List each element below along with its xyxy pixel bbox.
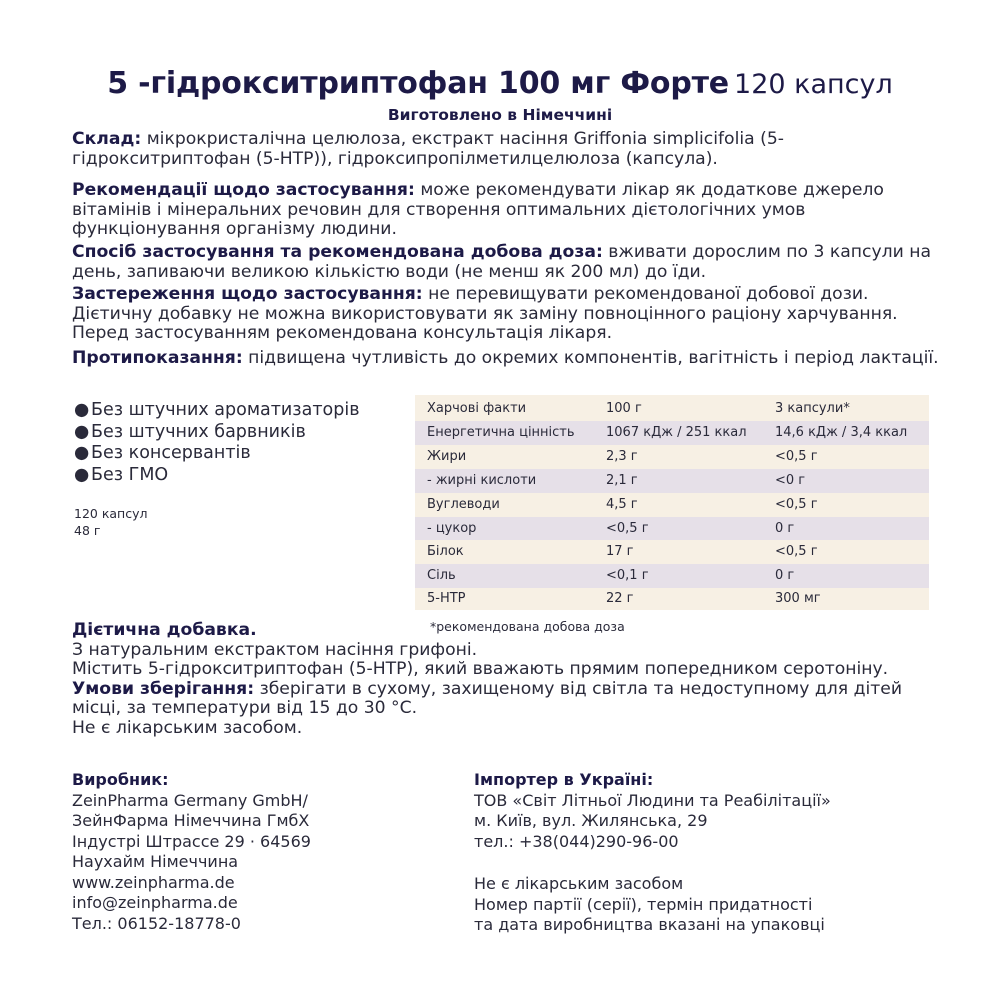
- table-row: [415, 469, 929, 493]
- importer-note: Не є лікарським засобом: [474, 874, 684, 893]
- warnings-text: не перевищувати рекомендованої добової дози. Дієтичну добавку не можна використовувати як заміну повноцінного раціону харчування. Перед застосуванням рекомендована консультація лікаря.: [72, 284, 898, 343]
- manufacturer-phone: Тел.: 06152-18778-0: [72, 913, 241, 933]
- nutrition-footnote: *рекомендована добова доза: [430, 619, 625, 634]
- bullet-text: Без штучних барвників: [91, 421, 306, 442]
- nutrition-cell: 0 г: [775, 568, 795, 584]
- importer-note: та дата виробництва вказані на упаковці: [474, 915, 825, 934]
- table-row: [415, 493, 929, 517]
- supplement-section: [72, 621, 942, 738]
- free-from-list: [74, 400, 360, 486]
- recommendations-label: Рекомендації щодо застосування:: [72, 180, 415, 200]
- list-item: ●Без штучних барвників: [74, 421, 306, 442]
- nutrition-cell: 5-НТР: [427, 591, 466, 607]
- package-weight: 48 г: [74, 522, 101, 538]
- nutrition-cell: <0,1 г: [606, 568, 649, 584]
- storage-text: зберігати в сухому, захищеному від світла та недоступному для дітей місці, за температури від 15 до 30 °С.: [72, 678, 902, 718]
- table-row: [415, 587, 929, 611]
- list-item: ●Без штучних ароматизаторів: [74, 400, 360, 420]
- nutrition-cell: <0 г: [775, 472, 806, 488]
- nutrition-cell: 22 г: [606, 591, 634, 607]
- recommendations-section: [72, 181, 942, 240]
- product-title: [0, 66, 1000, 101]
- contraindications-section: [72, 349, 942, 369]
- nutrition-cell: 2,3 г: [606, 448, 638, 464]
- nutrition-cell: 1067 кДж / 251 ккал: [606, 424, 747, 440]
- nutrition-cell: <0,5 г: [775, 448, 818, 464]
- nutrition-cell: 2,1 г: [606, 472, 638, 488]
- importer-phone: тел.: +38(044)290-96-00: [474, 831, 679, 851]
- package-info: [74, 506, 147, 539]
- storage-section: [72, 680, 922, 719]
- table-row: [415, 564, 929, 588]
- supplement-label: Дієтична добавка.: [72, 620, 257, 640]
- table-row: [415, 445, 929, 469]
- nutrition-cell: 17 г: [606, 544, 634, 560]
- nutrition-facts-table: [415, 395, 929, 610]
- nutrition-cell: 100 г: [606, 401, 642, 416]
- product-title-count: 120 капсул: [734, 69, 893, 100]
- bullet-text: Без штучних ароматизаторів: [91, 400, 360, 420]
- importer-line: м. Київ, вул. Жилянська, 29: [474, 811, 708, 830]
- nutrition-cell: - жирні кислоти: [427, 472, 537, 488]
- manufacturer-line: Індустрі Штрассе 29 · 64569: [72, 831, 311, 851]
- supplement-line-1: З натуральним екстрактом насіння грифоні.: [72, 639, 478, 660]
- composition-text: мікрокристалічна целюлоза, екстракт насіння Griffonia simplicifolia (5-гідрокситриптофан (5-НТР)), гідроксипропілметилцелюлоза (капсула).: [72, 129, 784, 169]
- nutrition-cell: 14,6 кДж / 3,4 ккал: [775, 424, 908, 440]
- importer-label: Імпортер в Україні:: [474, 770, 654, 789]
- contraindications-text: підвищена чутливість до окремих компонентів, вагітність і період лактації.: [248, 348, 939, 368]
- list-item: ●Без консервантів: [74, 443, 251, 463]
- manufacturer-website: www.zeinpharma.de: [72, 872, 235, 892]
- package-count: 120 капсул: [74, 506, 148, 521]
- manufacturer-line: ZeinPharma Germany GmbH/: [72, 790, 308, 810]
- composition-label: Склад:: [72, 129, 142, 149]
- warnings-section: [72, 285, 942, 344]
- table-row: [415, 421, 929, 445]
- supplement-line-2: Містить 5-гідрокситриптофан (5-НТР), який вважають прямим попередником серотоніну.: [72, 659, 889, 679]
- bullet-text: Без консервантів: [91, 443, 251, 463]
- table-row: [415, 540, 929, 564]
- table-row: [415, 517, 929, 541]
- table-row: [415, 397, 929, 421]
- manufacturer-line: ЗейнФарма Німеччина ГмбХ: [72, 811, 310, 830]
- nutrition-cell: <0,5 г: [775, 544, 818, 560]
- importer-note: Номер партії (серії), термін придатності: [474, 894, 813, 914]
- contraindications-label: Протипоказання:: [72, 348, 243, 368]
- nutrition-cell: Енергетична цінність: [427, 424, 575, 440]
- dosage-section: [72, 243, 942, 282]
- bullet-text: Без ГМО: [91, 464, 169, 485]
- nutrition-cell: Жири: [427, 448, 467, 464]
- warnings-label: Застереження щодо застосування:: [72, 284, 423, 304]
- manufacturer-label: Виробник:: [72, 770, 169, 789]
- nutrition-cell: 4,5 г: [606, 496, 638, 512]
- not-medicine-text: Не є лікарським засобом.: [72, 717, 303, 738]
- nutrition-cell: Сіль: [427, 568, 456, 584]
- nutrition-cell: <0,5 г: [775, 496, 818, 512]
- nutrition-cell: Білок: [427, 544, 464, 560]
- made-in-subtitle: Виготовлено в Німеччині: [387, 106, 613, 124]
- nutrition-cell: 300 мг: [775, 591, 821, 607]
- storage-label: Умови зберігання:: [72, 678, 255, 699]
- nutrition-cell: <0,5 г: [606, 520, 649, 536]
- recommendations-text: може рекомендувати лікар як додаткове джерело вітамінів і мінеральних речовин для створення оптимальних дієтологічних умов функціонування організму людини.: [72, 180, 884, 239]
- nutrition-cell: Харчові факти: [427, 401, 527, 416]
- list-item: ●Без ГМО: [74, 464, 169, 485]
- manufacturer-line: Наухайм Німеччина: [72, 852, 239, 871]
- product-title-bold: 5 -гідрокситриптофан 100 мг Форте: [107, 66, 729, 101]
- manufacturer-block: [72, 770, 311, 934]
- composition-section: [72, 130, 942, 169]
- nutrition-cell: - цукор: [427, 520, 477, 536]
- nutrition-cell: 0 г: [775, 520, 795, 536]
- dosage-label: Спосіб застосування та рекомендована добова доза:: [72, 242, 603, 262]
- importer-line: ТОВ «Світ Літньої Людини та Реабілітації»: [474, 790, 831, 810]
- nutrition-cell: Вуглеводи: [427, 496, 500, 512]
- manufacturer-email: info@zeinpharma.de: [72, 893, 238, 912]
- importer-block: [474, 770, 831, 936]
- nutrition-cell: 3 капсули*: [775, 401, 850, 416]
- dosage-text: вживати дорослим по 3 капсули на день, запиваючи великою кількістю води (не менш як 200 мл) до їди.: [72, 242, 932, 282]
